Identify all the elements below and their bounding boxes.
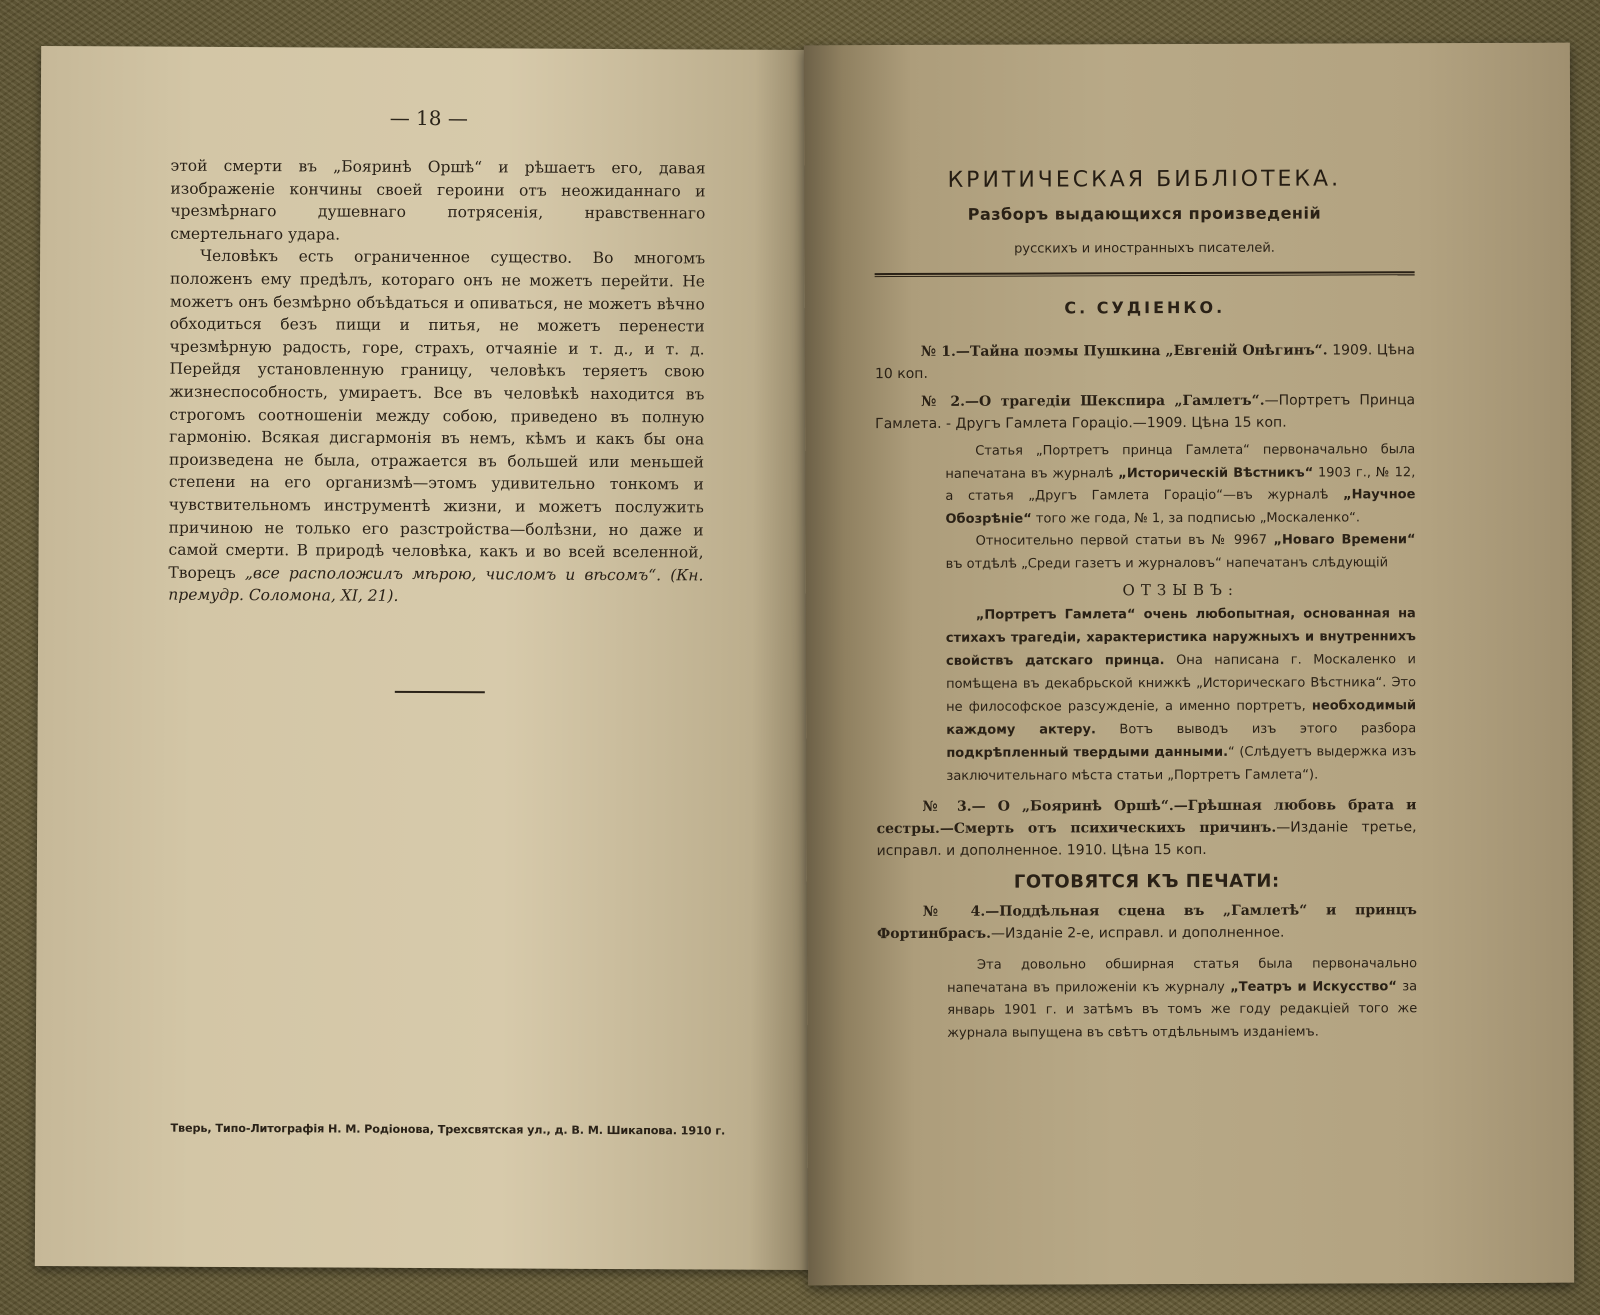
review-bold: „Портретъ Гамлета“ очень любопытная, основанная на стихахъ трагедіи, характеристика наружныхъ и внутреннихъ свойствъ датскаго принца. bbox=[945, 606, 1416, 669]
right-page bbox=[804, 43, 1574, 1286]
entry-number: № 2.— bbox=[921, 393, 980, 410]
entry-number: № 4.— bbox=[922, 903, 1000, 920]
series-title: КРИТИЧЕСКАЯ БИБЛІОТЕКА. bbox=[947, 166, 1342, 193]
paragraph-text: Человѣкъ есть ограниченное существо. Во многомъ положенъ ему предѣлъ, котораго онъ не можетъ перейти. Не можетъ онъ безмѣрно объѣдаться и опиваться, не можетъ вѣчно обходиться безъ пищи и питья, не можетъ перенести чрезмѣрную радость, горе, страхъ, отчаяніе и т. д., и т. д. Перейдя установленную границу, человѣкъ теряетъ свою жизнеспособность, умираетъ. Все въ человѣкѣ находится въ строгомъ соотношеніи между собою, приведено въ полную гармонію. Всякая дисгармонія въ немъ, кѣмъ и какъ бы она произведена не была, отражается въ большей или меньшей степени на его организмѣ—этомъ удивительно тонкомъ и чувствительномъ инструментѣ жизни, и можетъ послужить причиною не только его разстройства—болѣзни, но даже и самой смерти. В природѣ человѣка, какъ и во всей вселенной, Творецъ bbox=[168, 247, 706, 582]
header-rule bbox=[875, 271, 1415, 277]
left-page bbox=[35, 46, 817, 1270]
left-body-text bbox=[168, 155, 705, 610]
review-plain: “ (Слѣдуетъ выдержка изъ заключительнаго мѣста статьи „Портретъ Гамлета“). bbox=[946, 744, 1417, 784]
note-text: Статья „Портретъ принца Гамлета“ первоначально была напечатана въ журналѣ bbox=[945, 442, 1416, 482]
review-text bbox=[876, 602, 1417, 788]
entry-number: № 1.— bbox=[920, 343, 970, 360]
entry-2-note bbox=[875, 439, 1415, 531]
newspaper-name: „Новаго Времени“ bbox=[1273, 532, 1416, 548]
note-text: того же года, № 1, за подписью „Москаленко“. bbox=[1031, 509, 1361, 527]
entry-title: О „Бояринѣ Оршѣ“.—Грѣшная любовь брата и сестры.—Смерть отъ психическихъ причинъ. bbox=[876, 797, 1417, 838]
entry-details: —Изданіе 2-е, исправл. и дополненное. bbox=[990, 924, 1285, 942]
entry-details: —Изданіе третье, исправл. и дополненное. 1910. Цѣна 15 коп. bbox=[876, 819, 1417, 860]
catalog-entry-2 bbox=[875, 389, 1415, 435]
author-name: С. СУДІЕНКО. bbox=[1064, 297, 1226, 318]
forthcoming-heading: ГОТОВЯТСЯ КЪ ПЕЧАТИ: bbox=[1013, 870, 1280, 893]
entry-title: Поддѣльная сцена въ „Гамлетѣ“ и принцъ Фортинбрасъ. bbox=[876, 902, 1417, 943]
review-heading: ОТЗЫВЪ: bbox=[1122, 580, 1239, 600]
journal-name: „Научное Обозрѣніе“ bbox=[945, 487, 1416, 527]
page-number: — 18 — bbox=[389, 105, 468, 131]
catalog-entry-4 bbox=[877, 899, 1417, 945]
entry-details: —Портретъ Принца Гамлета. - Другъ Гамлета Гораціо.—1909. Цѣна 15 коп. bbox=[875, 392, 1416, 433]
printer-imprint: Тверь, Типо-Литографія Н. М. Родіонова, Трехсвятская ул., д. В. М. Шикапова. 1910 г. bbox=[170, 1121, 726, 1138]
note-text: за январь 1901 г. и затѣмъ въ томъ же году редакціей того же журнала выпущена въ свѣтъ отдѣльнымъ изданіемъ. bbox=[947, 978, 1418, 1041]
review-bold: подкрѣпленный твердыми данными. bbox=[946, 744, 1229, 761]
entry-title: Тайна поэмы Пушкина „Евгеній Онѣгинъ“. bbox=[969, 342, 1328, 360]
series-subtitle: Разборъ выдающихся произведеній bbox=[967, 203, 1322, 224]
note-text: Эта довольно обширная статья была первоначально напечатана въ приложеніи къ журналу bbox=[947, 956, 1418, 996]
italic-quote: „все расположилъ мѣрою, числомъ и вѣсомъ“. bbox=[244, 563, 662, 584]
series-subtitle-2: русскихъ и иностранныхъ писателей. bbox=[1014, 240, 1275, 257]
review-bold: необходимый каждому актеру. bbox=[946, 698, 1417, 738]
catalog-list bbox=[875, 339, 1417, 1045]
entry-4-note bbox=[877, 953, 1417, 1045]
catalog-entry-3 bbox=[876, 794, 1416, 862]
paragraph: этой смерти въ „Бояринѣ Оршѣ“ и рѣшаетъ его, давая изображеніе кончины своей героини отъ неожиданнаго и чрезмѣрнаго душевнаго потрясенія, нравственнаго смертельнаго удара. bbox=[170, 156, 706, 244]
entry-details: 1909. Цѣна 10 коп. bbox=[874, 342, 1415, 383]
section-divider bbox=[395, 691, 485, 693]
journal-name: „Историческій Вѣстникъ“ bbox=[1118, 465, 1314, 481]
catalog-entry-1 bbox=[875, 339, 1415, 385]
entry-2-note-b bbox=[876, 529, 1416, 576]
note-text: въ отдѣлѣ „Среди газетъ и журналовъ“ напечатанъ слѣдующій bbox=[945, 554, 1389, 572]
entry-title: О трагедіи Шекспира „Гамлетъ“. bbox=[978, 392, 1265, 410]
entry-number: № 3.— bbox=[922, 798, 998, 815]
note-text: Относительно первой статьи въ № 9967 bbox=[975, 532, 1274, 549]
paragraph bbox=[168, 245, 705, 609]
journal-name: „Театръ и Искусство“ bbox=[1230, 978, 1397, 995]
quote-reference: (Кн. премудр. Соломона, XI, 21). bbox=[168, 565, 704, 606]
review-plain: Она написана г. Москаленко и помѣщена въ декабрьской книжкѣ „Историческаго Вѣстника“. Это не философское разсужденіе, а именно портретъ, bbox=[946, 652, 1417, 715]
note-text: 1903 г., № 12, а статья „Другъ Гамлета Гораціо“—въ журналѣ bbox=[945, 464, 1416, 504]
review-plain: Вотъ выводъ изъ этого разбора bbox=[1095, 721, 1417, 738]
